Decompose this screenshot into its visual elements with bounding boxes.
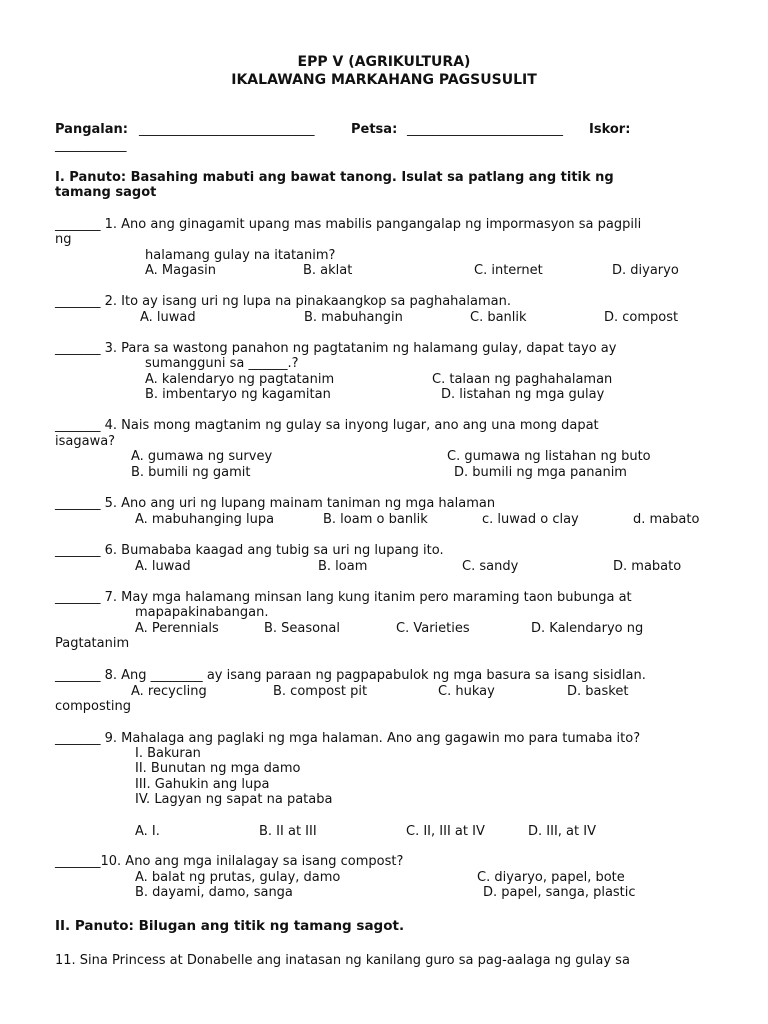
choice-a: A. mabuhanging lupa	[135, 512, 275, 527]
choice-d: D. mabato	[613, 559, 682, 574]
choice-d: D. listahan ng mga gulay	[441, 387, 605, 402]
part1-instruction: I. Panuto: Basahing mabuti ang bawat tanong. Isulat sa patlang ang titik ng	[55, 170, 614, 185]
choice-d: D. Kalendaryo ng	[531, 621, 644, 636]
statement-4: IV. Lagyan ng sapat na pataba	[135, 792, 333, 807]
question-text: _______ 7. May mga halamang minsan lang kung itanim pero maraming taon bubunga at	[55, 590, 632, 605]
question-text: _______ 1. Ano ang ginagamit upang mas mabilis pangangalap ng impormasyon sa pagpili	[55, 217, 642, 232]
choice-b: B. II at III	[259, 824, 317, 839]
question-text: _______ 2. Ito ay isang uri ng lupa na pinakaangkop sa paghahalaman.	[55, 294, 511, 309]
question-text: _______ 4. Nais mong magtanim ng gulay sa inyong lugar, ano ang una mong dapat	[55, 418, 599, 433]
choice-a: A. balat ng prutas, gulay, damo	[135, 870, 341, 885]
name-label: Pangalan:	[55, 122, 128, 137]
choice-d: d. mabato	[633, 512, 700, 527]
question-text-cont: halamang gulay na itatanim?	[145, 248, 336, 263]
question-text: _______ 5. Ano ang uri ng lupang mainam taniman ng mga halaman	[55, 496, 496, 511]
statement-2: II. Bunutan ng mga damo	[135, 761, 301, 776]
statement-1: I. Bakuran	[135, 746, 201, 761]
choice-a: A. luwad	[135, 559, 191, 574]
choice-d: D. basket	[567, 684, 629, 699]
choice-a: A. Magasin	[145, 263, 216, 278]
choice-b: B. imbentaryo ng kagamitan	[145, 387, 331, 402]
choice-d: D. papel, sanga, plastic	[483, 885, 636, 900]
question-text-cont: mapapakinabangan.	[135, 605, 269, 620]
part2-instruction: II. Panuto: Bilugan ang titik ng tamang sagot.	[55, 918, 405, 934]
question-text: _______ 6. Bumababa kaagad ang tubig sa uri ng lupang ito.	[55, 543, 444, 558]
choice-c: C. talaan ng paghahalaman	[432, 372, 613, 387]
score-blank: ___________	[55, 138, 127, 153]
choice-c: C. gumawa ng listahan ng buto	[447, 449, 651, 464]
choice-b: B. mabuhangin	[304, 310, 403, 325]
date-blank: ________________________	[407, 122, 563, 137]
question-11-text: 11. Sina Princess at Donabelle ang inatasan ng kanilang guro sa pag-aalaga ng gulay sa	[55, 953, 630, 968]
choice-d: D. bumili ng mga pananim	[454, 465, 627, 480]
name-blank: ___________________________	[139, 122, 315, 137]
choice-b: B. loam	[318, 559, 368, 574]
choice-a: A. recycling	[131, 684, 207, 699]
choice-c: C. II, III at IV	[406, 824, 485, 839]
choice-c: c. luwad o clay	[482, 512, 579, 527]
choice-b: B. compost pit	[273, 684, 368, 699]
choice-b: B. Seasonal	[264, 621, 340, 636]
choice-b: B. loam o banlik	[323, 512, 428, 527]
choice-b: B. aklat	[303, 263, 353, 278]
choice-d-cont: Pagtatanim	[55, 636, 130, 651]
score-label: Iskor:	[589, 122, 631, 137]
choice-c: C. Varieties	[396, 621, 470, 636]
choice-b: B. bumili ng gamit	[131, 465, 251, 480]
choice-c: C. diyaryo, papel, bote	[477, 870, 625, 885]
exam-title: EPP V (AGRIKULTURA)	[297, 54, 471, 70]
part1-instruction-cont: tamang sagot	[55, 185, 157, 200]
choice-a: A. I.	[135, 824, 160, 839]
question-text: _______10. Ano ang mga inilalagay sa isang compost?	[55, 854, 404, 869]
question-text: _______ 3. Para sa wastong panahon ng pagtatanim ng halamang gulay, dapat tayo ay	[55, 341, 617, 356]
question-text-cont: ng	[55, 232, 72, 247]
choice-a: A. kalendaryo ng pagtatanim	[145, 372, 335, 387]
exam-subtitle: IKALAWANG MARKAHANG PAGSUSULIT	[231, 72, 537, 88]
choice-c: C. hukay	[438, 684, 495, 699]
choice-d: D. III, at IV	[528, 824, 596, 839]
question-text-cont: isagawa?	[55, 434, 116, 449]
choice-c: C. banlik	[470, 310, 527, 325]
choice-d-cont: composting	[55, 699, 131, 714]
choice-a: A. luwad	[140, 310, 196, 325]
choice-d: D. diyaryo	[612, 263, 679, 278]
choice-a: A. gumawa ng survey	[131, 449, 273, 464]
choice-b: B. dayami, damo, sanga	[135, 885, 293, 900]
date-label: Petsa:	[351, 122, 398, 137]
statement-3: III. Gahukin ang lupa	[135, 777, 270, 792]
question-text-cont: sumangguni sa ______.?	[145, 356, 299, 371]
choice-d: D. compost	[604, 310, 679, 325]
question-text: _______ 8. Ang ________ ay isang paraan ng pagpapabulok ng mga basura sa isang sisidlan.	[55, 668, 646, 683]
question-text: _______ 9. Mahalaga ang paglaki ng mga halaman. Ano ang gagawin mo para tumaba ito?	[55, 731, 641, 746]
choice-c: C. internet	[474, 263, 543, 278]
choice-a: A. Perennials	[135, 621, 219, 636]
choice-c: C. sandy	[462, 559, 519, 574]
